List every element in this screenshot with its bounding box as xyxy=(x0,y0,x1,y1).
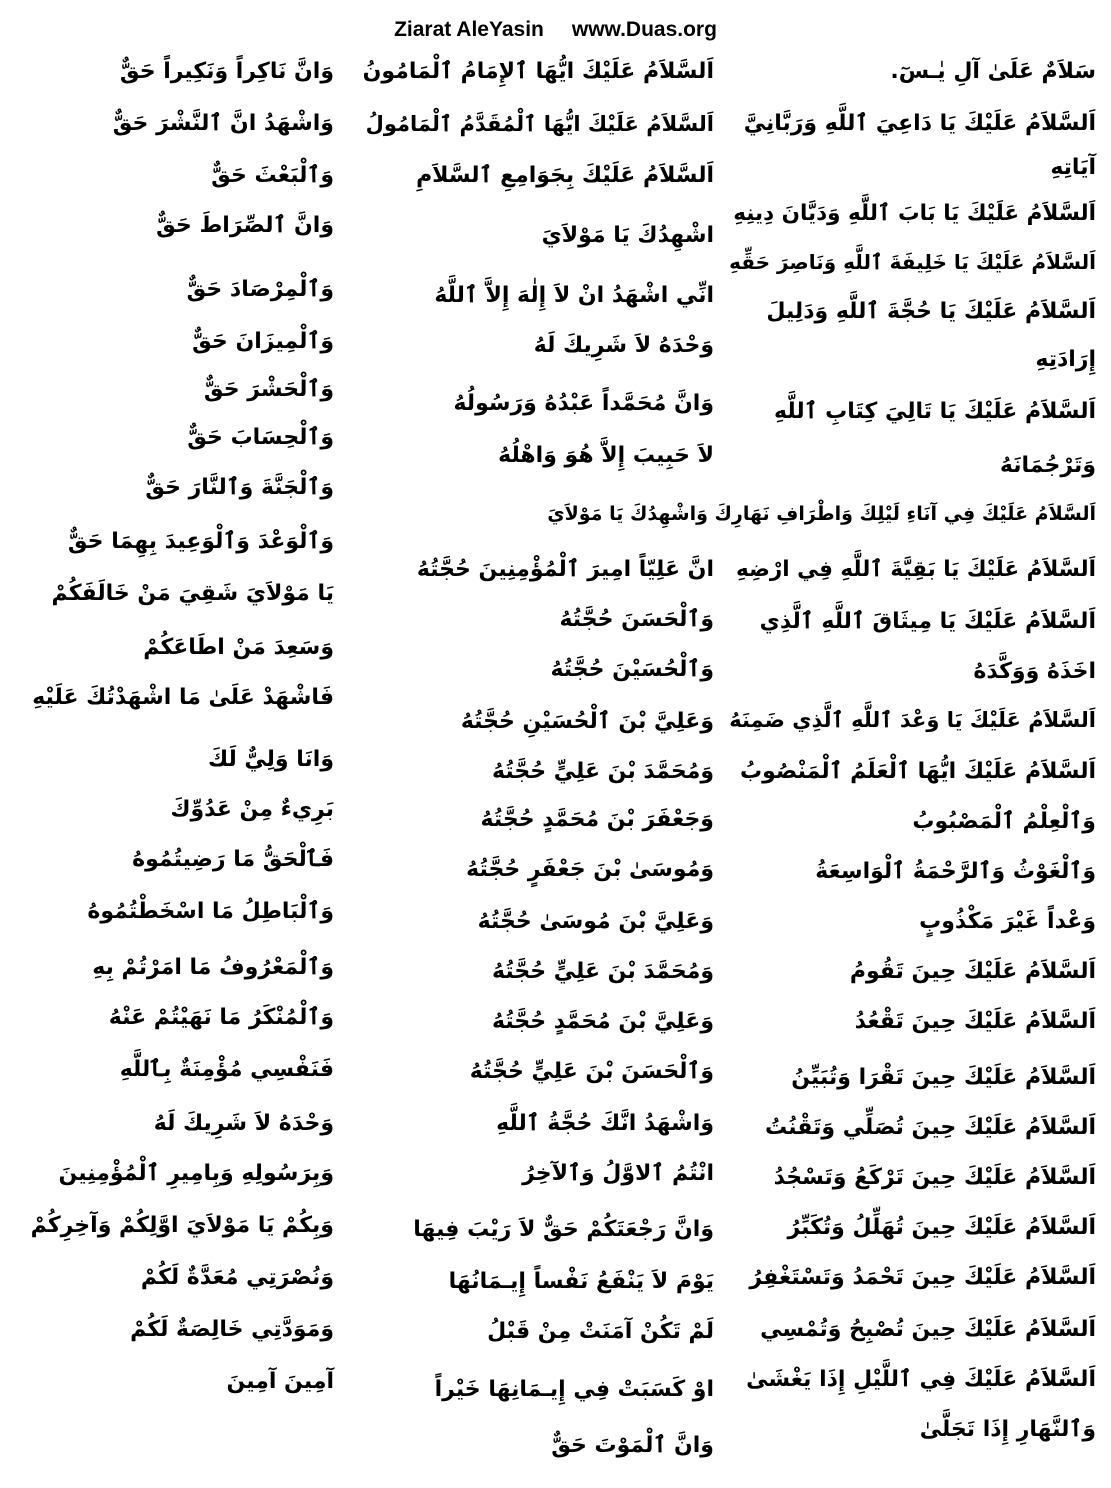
text-line: وَانَّ مُحَمَّداً عَبْدُهُ وَرَسُولُهُ xyxy=(453,391,714,416)
text-line: وَسَعِدَ مَنْ اطَاعَكُمْ xyxy=(143,635,334,660)
text-line: إِرَادَتِهِ xyxy=(1035,347,1096,372)
text-line: وَمُحَمَّدَ بْنَ عَلِيٍّ حُجَّتُهُ xyxy=(492,759,714,784)
text-line: وَٱلْحَسَنَ حُجَّتُهُ xyxy=(559,607,714,632)
text-line: اَلسَّلاَمُ عَلَيْكَ يَا بَابَ ٱللَّهِ وَدَيَّانَ دِينِهِ xyxy=(733,201,1096,226)
text-line: وَعَلِيَّ بْنَ ٱلْحُسَيْنِ حُجَّتُهُ xyxy=(460,709,714,734)
text-line: وَبِكُمْ يَا مَوْلاَيَ اوَّلِكُمْ وَآخِرِكُمْ xyxy=(30,1213,334,1238)
text-line: اَلسَّلاَمُ عَلَيْكَ حِينَ تُصْبِحُ وَتُمْسِي xyxy=(760,1317,1096,1342)
text-line: وَٱلْمِيزَانَ حَقٌّ xyxy=(192,329,334,354)
text-line: اَلسَّلاَمُ عَلَيْكَ حِينَ تَقْعُدُ xyxy=(854,1009,1096,1034)
text-line: وَتَرْجُمَانَهُ xyxy=(999,453,1096,478)
text-line: يَا مَوْلاَيَ شَقِيَ مَنْ خَالَفَكُمْ xyxy=(51,581,334,606)
text-line: وَاشْهَدُ انَّكَ حُجَّةُ ٱللَّهِ xyxy=(496,1111,714,1136)
text-line: وَمَوَدَّتِي خَالِصَةٌ لَكُمْ xyxy=(130,1317,334,1342)
text-line: وَٱلْحَسَنَ بْنَ عَلِيٍّ حُجَّتُهُ xyxy=(469,1059,714,1084)
text-line: وَٱلْوَعْدَ وَٱلْوَعِيدَ بِهِمَا حَقٌّ xyxy=(67,529,334,554)
text-line: وَانَّ رَجْعَتَكُمْ حَقٌّ لاَ رَيْبَ فِيهَا xyxy=(413,1217,714,1242)
text-line: فَٱلْحَقُّ مَا رَضِيتُمُوهُ xyxy=(132,847,334,872)
text-line: وَٱلْجَنَّةَ وَٱلنَّارَ حَقٌّ xyxy=(145,475,334,500)
text-line: اَلسَّلاَمُ عَلَيْكَ حِينَ تَحْمَدُ وَتَسْتَغْفِرُ xyxy=(749,1265,1096,1290)
text-line: انْتُمُ ٱلاوَّلُ وَٱلآخِرُ xyxy=(522,1161,714,1186)
text-line: اَلسَّلاَمُ عَلَيْكَ يَا بَقِيَّةَ ٱللَّهِ فِي ارْضِهِ xyxy=(736,557,1096,582)
text-line: وَاشْهَدُ انَّ ٱلنَّشْرَ حَقٌّ xyxy=(112,111,334,136)
text-line: وَٱلْحَشْرَ حَقٌّ xyxy=(203,377,334,402)
text-line: اَلسَّلاَمُ عَلَيْكَ يَا دَاعِيَ ٱللَّهِ وَرَبَّانِيَّ xyxy=(743,111,1096,136)
text-line: انِّي اشْهَدُ انْ لاَ إِلٰهَ إِلاَّ ٱللَّهُ xyxy=(434,283,714,308)
text-line: اَلسَّلاَمُ عَلَيْكَ حِينَ تُصَلِّي وَتَقْنُتُ xyxy=(765,1115,1096,1140)
text-line: اَلسَّلاَمُ عَلَيْكَ حِينَ تَقْرَا وَتُبَيِّنُ xyxy=(791,1065,1096,1090)
text-line: آمِينَ آمِينَ xyxy=(226,1369,334,1394)
header-title: Ziarat AleYasin xyxy=(394,18,544,41)
text-line: اَلسَّلاَمُ عَلَيْكَ فِي ٱللَّيْلِ إِذَا يَغْشَىٰ xyxy=(746,1367,1096,1392)
text-line: وَٱلْحُسَيْنَ حُجَّتُهُ xyxy=(550,657,714,682)
right-column xyxy=(730,0,1102,1488)
text-line: اشْهِدُكَ يَا مَوْلاَيَ xyxy=(541,223,714,248)
text-line: يَوْمَ لاَ يَنْفَعُ نَفْساً إِيـمَانُهَا xyxy=(448,1269,714,1294)
spanning-text-line: اَلسَّلاَمُ عَلَيْكَ فِي آنَاءِ لَيْلِكَ وَاطْرَافِ نَهَارِكَ وَاشْهِدُكَ يَا مَوْلاَيَ xyxy=(547,503,1096,525)
text-line: آيَاتِهِ xyxy=(1050,155,1096,180)
text-line: اَلسَّلاَمُ عَلَيْكَ ايُّهَا ٱلْعَلَمُ ٱلْمَنْصُوبُ xyxy=(740,759,1096,784)
text-line: وَٱلْمُنْكَرُ مَا نَهَيْتُمْ عَنْهُ xyxy=(108,1005,334,1030)
text-line: وَبِرَسُولِهِ وَبِامِيرِ ٱلْمُؤْمِنِينَ xyxy=(58,1161,334,1186)
text-line: لَمْ تَكُنْ آمَنَتْ مِنْ قَبْلُ xyxy=(487,1319,714,1344)
text-line: اَلسَّلاَمُ عَلَيْكَ يَا مِيثَاقَ ٱللَّهِ ٱلَّذِي xyxy=(759,609,1096,634)
text-line: لاَ حَبِيبَ إِلاَّ هُوَ وَاهْلُهُ xyxy=(498,443,714,468)
text-line: اَلسَّلاَمُ عَلَيْكَ يَا خَلِيفَةَ ٱللَّهِ وَنَاصِرَ حَقِّهِ xyxy=(729,250,1096,274)
text-line: اَلسَّلاَمُ عَلَيْكَ حِينَ تَرْكَعُ وَتَسْجُدُ xyxy=(773,1165,1096,1190)
header-website[interactable]: www.Duas.org xyxy=(571,18,717,41)
text-line: وَحْدَهُ لاَ شَرِيكَ لَهُ xyxy=(533,333,714,358)
text-line: اَلسَّلاَمُ عَلَيْكَ حِينَ تُهَلِّلُ وَتُكَبِّرُ xyxy=(787,1215,1096,1240)
text-line: وَعْداً غَيْرَ مَكْذُوبٍ xyxy=(919,909,1096,934)
text-line: اَلسَّلاَمُ عَلَيْكَ يَا وَعْدَ ٱللَّهِ ٱلَّذِي ضَمِنَهُ xyxy=(729,708,1096,732)
text-line: وَمُحَمَّدَ بْنَ عَلِيٍّ حُجَّتُهُ xyxy=(492,959,714,984)
text-line: وَٱلنَّهَارِ إِذَا تَجَلَّىٰ xyxy=(919,1417,1096,1442)
text-line: وَٱلْمِرْصَادَ حَقٌّ xyxy=(186,277,334,302)
text-line: وَعَلِيَّ بْنَ مُحَمَّدٍ حُجَّتُهُ xyxy=(492,1009,714,1034)
text-line: اَلسَّلاَمُ عَلَيْكَ يَا تَالِيَ كِتَابِ ٱللَّهِ xyxy=(774,399,1096,424)
text-line: وَٱلْبَعْثَ حَقٌّ xyxy=(211,163,334,188)
text-line: اَلسَّلاَمُ عَلَيْكَ بِجَوَامِعِ ٱلسَّلاَمِ xyxy=(416,163,714,188)
text-line: اوْ كَسَبَتْ فِي إِيـمَانِهَا خَيْراً xyxy=(434,1377,714,1402)
text-line: وَٱلْغَوْثُ وَٱلرَّحْمَةُ ٱلْوَاسِعَةُ xyxy=(815,859,1096,884)
text-line: وَٱلْحِسَابَ حَقٌّ xyxy=(187,425,334,450)
text-line: اَلسَّلاَمُ عَلَيْكَ حِينَ تَقُومُ xyxy=(849,959,1096,984)
text-line: فَاشْهَدْ عَلَىٰ مَا اشْهَدْتُكَ عَلَيْهِ xyxy=(32,685,334,710)
text-line: وَنُصْرَتِي مُعَدَّةٌ لَكُمْ xyxy=(140,1265,334,1290)
left-column xyxy=(0,0,340,1488)
text-line: وَانَّ نَاكِراً وَنَكِيراً حَقٌّ xyxy=(119,59,334,84)
text-line: وَانَا وَلِيٌّ لَكَ xyxy=(208,747,334,772)
text-line: اَلسَّلاَمُ عَلَيْكَ ايُّهَا ٱلإِمَامُ ٱلْمَامُونُ xyxy=(362,59,714,84)
text-line: وَجَعْفَرَ بْنَ مُحَمَّدٍ حُجَّتُهُ xyxy=(480,807,714,832)
text-line: بَرِيءٌ مِنْ عَدُوِّكَ xyxy=(170,797,334,822)
text-line: وَانَّ ٱلْمَوْتَ حَقٌّ xyxy=(551,1433,714,1458)
middle-column xyxy=(360,0,720,1488)
text-line: وَانَّ ٱلصِّرَاطَ حَقٌّ xyxy=(156,213,334,238)
text-line: وَٱلْمَعْرُوفُ مَا امَرْتُمْ بِهِ xyxy=(92,955,334,980)
text-line: وَمُوسَىٰ بْنَ جَعْفَرٍ حُجَّتُهُ xyxy=(466,857,714,882)
text-line: فَنَفْسِي مُؤْمِنَةٌ بِٱللَّهِ xyxy=(119,1057,334,1082)
text-line: اخَذَهُ وَوَكَّدَهُ xyxy=(973,659,1096,684)
text-line: وَٱلْعِلْمُ ٱلْمَصْبُوبُ xyxy=(912,809,1096,834)
text-line: وَحْدَهُ لاَ شَرِيكَ لَهُ xyxy=(153,1111,334,1136)
text-line: اَلسَّلاَمُ عَلَيْكَ ايُّهَا ٱلْمُقَدَّمُ ٱلْمَامُولُ xyxy=(365,112,714,136)
text-line: وَٱلْبَاطِلُ مَا اسْخَطْتُمُوهُ xyxy=(87,899,334,924)
text-line: سَلاَمٌ عَلَىٰ آلِ يٰـسٓ. xyxy=(890,59,1096,84)
text-line: اَلسَّلاَمُ عَلَيْكَ يَا حُجَّةَ ٱللَّهِ وَدَلِيلَ xyxy=(766,299,1096,324)
text-line: وَعَلِيَّ بْنَ مُوسَىٰ حُجَّتُهُ xyxy=(477,909,714,934)
text-line: انَّ عَلِيّاً امِيرَ ٱلْمُؤْمِنِينَ حُجَّتُهُ xyxy=(416,557,714,582)
